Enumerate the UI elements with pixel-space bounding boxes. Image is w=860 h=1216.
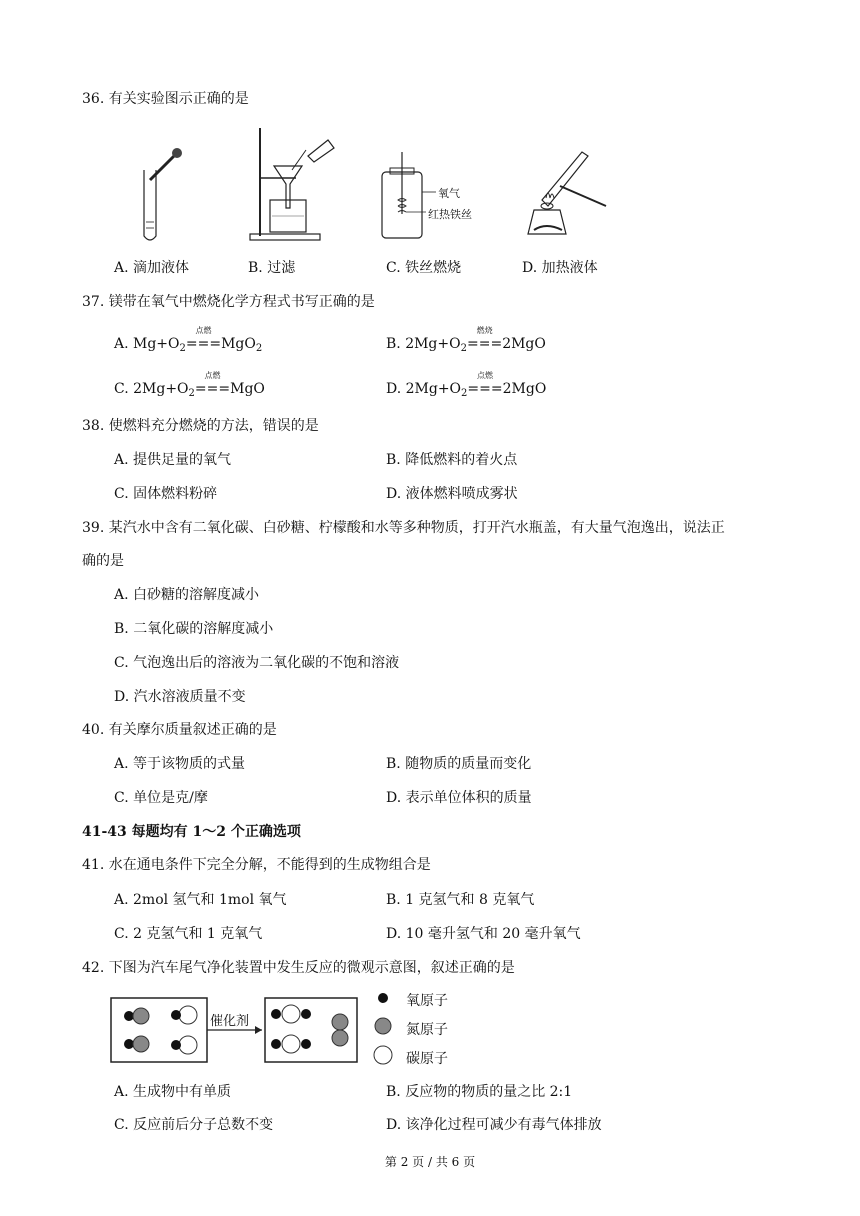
q39-option-d: D. 汽水溶液质量不变 (114, 689, 246, 705)
legend-nitrogen: 氮原子 (406, 1022, 448, 1038)
q37-stem: 37. 镁带在氧气中燃烧化学方程式书写正确的是 (82, 294, 375, 310)
legend-oxygen: 氧原子 (406, 993, 448, 1009)
q41-stem: 41. 水在通电条件下完全分解，不能得到的生成物组合是 (82, 857, 431, 873)
q41-option-d: D. 10 毫升氢气和 20 毫升氧气 (386, 926, 581, 942)
q36-option-c: C. 铁丝燃烧 (386, 260, 462, 276)
q36-figure-d-heating (520, 150, 612, 242)
q36-option-b: B. 过滤 (248, 260, 296, 276)
nitrogen-atom-icon (375, 1018, 391, 1034)
atom-legend-icons (370, 990, 400, 1070)
q39-stem-line1: 39. 某汽水中含有二氧化碳、白砂糖、柠檬酸和水等多种物质，打开汽水瓶盖，有大量气泡逸出，说法正 (82, 520, 725, 536)
q37-option-d: D. $2Mg+O_2$ 点燃 ===2MgO (386, 371, 547, 399)
q42-option-c: C. 反应前后分子总数不变 (114, 1117, 274, 1133)
q38-option-a: A. 提供足量的氧气 (114, 452, 232, 468)
catalyst-label: 催化剂 (210, 1014, 250, 1029)
q38-option-d: D. 液体燃料喷成雾状 (386, 486, 518, 502)
q38-option-c: C. 固体燃料粉碎 (114, 486, 218, 502)
q36-stem: 36. 有关实验图示正确的是 (82, 91, 249, 107)
q37-option-a: A. $Mg+O_2$ 点燃 ===MgO$_2$ (114, 326, 263, 354)
q36-option-a: A. 滴加液体 (114, 260, 190, 276)
q42-option-d: D. 该净化过程可减少有毒气体排放 (386, 1117, 602, 1133)
label-oxygen: 氧气 (438, 187, 460, 200)
oxygen-atom-icon (378, 993, 388, 1003)
page-footer: 第 2 页 / 共 6 页 (384, 1155, 476, 1169)
q41-option-b: B. 1 克氢气和 8 克氧气 (386, 892, 535, 908)
legend-carbon: 碳原子 (406, 1051, 448, 1067)
q37-option-b: B. $2Mg+O_2$ 燃烧 ===2MgO (386, 326, 546, 354)
q41-option-c: C. 2 克氢气和 1 克氧气 (114, 926, 263, 942)
q39-stem-line2: 确的是 (82, 553, 124, 569)
q37-option-c: C. $2Mg+O_2$ 点燃 ===MgO (114, 371, 265, 399)
q40-option-a: A. 等于该物质的式量 (114, 756, 246, 772)
q42-stem: 42. 下图为汽车尾气净化装置中发生反应的微观示意图，叙述正确的是 (82, 960, 515, 976)
q39-option-c: C. 气泡逸出后的溶液为二氧化碳的不饱和溶液 (114, 655, 400, 671)
q40-option-c: C. 单位是克/摩 (114, 790, 208, 806)
carbon-atom-icon (374, 1046, 392, 1064)
q36-figure-b-filtration (248, 126, 340, 244)
q40-option-b: B. 随物质的质量而变化 (386, 756, 532, 772)
q40-stem: 40. 有关摩尔质量叙述正确的是 (82, 722, 277, 738)
q38-option-b: B. 降低燃料的着火点 (386, 452, 518, 468)
q42-option-b: B. 反应物的物质的量之比 2:1 (386, 1084, 573, 1100)
q36-figure-a-dropper (130, 142, 190, 247)
q36-option-d: D. 加热液体 (522, 260, 598, 276)
label-hot-iron-wire: 红热铁丝 (428, 208, 472, 221)
q42-option-a: A. 生成物中有单质 (114, 1084, 232, 1100)
q39-option-b: B. 二氧化碳的溶解度减小 (114, 621, 274, 637)
q40-option-d: D. 表示单位体积的质量 (386, 790, 532, 806)
q39-option-a: A. 白砂糖的溶解度减小 (114, 587, 260, 603)
q41-option-a: A. 2mol 氢气和 1mol 氧气 (114, 892, 287, 908)
q38-stem: 38. 使燃料充分燃烧的方法，错误的是 (82, 418, 319, 434)
section-heading: 41-43 每题均有 1～2 个正确选项 (82, 824, 301, 840)
